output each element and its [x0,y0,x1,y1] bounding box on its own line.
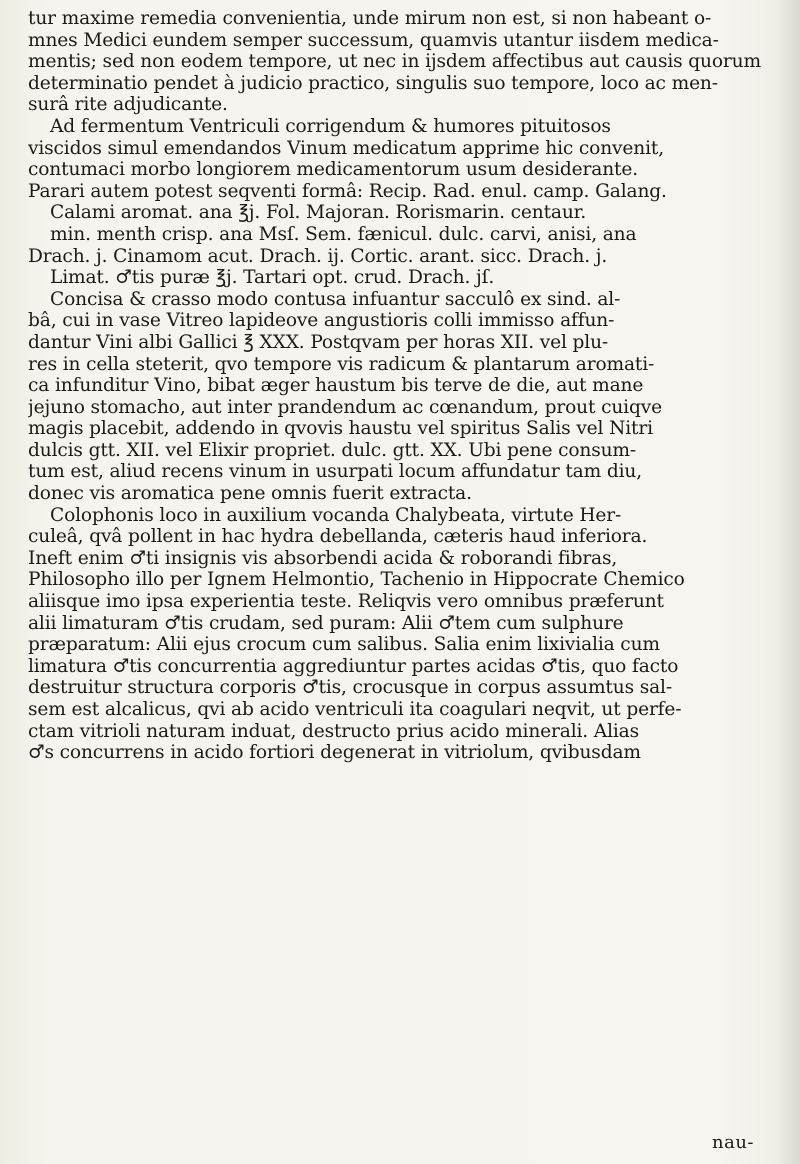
text-line: dantur Vini albi Gallici ℥ XXX. Postqvam per horas XII. vel plu- [28,331,609,353]
text-line: Drach. j. Cinamom acut. Drach. ij. Cortic. arant. sicc. Drach. j. [28,245,608,267]
text-line: ♂s concurrens in acido fortiori degenerat in vitriolum, qvibusdam [28,742,641,764]
text-line: Philosopho illo per Ignem Helmontio, Tachenio in Hippocrate Chemico [28,569,685,591]
text-line: surâ rite adjudicante. [28,94,228,116]
text-line: culeâ, qvâ pollent in hac hydra debellanda, cæteris haud inferiora. [28,526,648,548]
text-line: mentis; sed non eodem tempore, ut nec in ijsdem affectibus aut causis quorum [28,51,761,73]
text-line: viscidos simul emendandos Vinum medicatum apprime hic convenit, [28,137,664,159]
text-line: Limat. ♂tis puræ ℥j. Tartari opt. crud. Drach. jſ. [50,267,495,289]
text-line: ca infunditur Vino, bibat æger haustum bis terve de die, aut mane [28,375,644,397]
text-line: sem est alcalicus, qvi ab acido ventriculi ita coagulari neqvit, ut perfe- [28,699,682,720]
text-line: limatura ♂tis concurrentia aggrediuntur partes acidas ♂tis, quo facto [28,655,679,677]
text-line: Parari autem potest seqventi formâ: Recip. Rad. enul. camp. Galang. [28,180,667,202]
text-line: Calami aromat. ana ℥j. Fol. Majoran. Rorismarin. centaur. [50,202,587,224]
text-line: magis placebit, addendo in qvovis haustu vel spiritus Salis vel Nitri [28,418,653,440]
text-line: tum est, aliud recens vinum in usurpati locum affundatur tam diu, [28,461,642,483]
text-line: res in cella steterit, qvo tempore vis radicum & plantarum aromati- [28,353,655,375]
page-edge-shadow [776,0,800,1164]
text-line: jejuno stomacho, aut inter prandendum ac cœnandum, prout cuiqve [28,396,662,418]
text-line: mnes Medici eundem semper successum, quamvis utantur iisdem medica- [28,29,719,51]
text-line: contumaci morbo longiorem medicamentorum usum desiderante. [28,159,638,181]
text-line: aliisque imo ipsa experientia teste. Reliqvis vero omnibus præferunt [28,591,664,613]
text-line: Ad fermentum Ventriculi corrigendum & humores pituitosos [50,115,611,137]
text-line: præparatum: Alii ejus crocum cum salibus. Salia enim lixivialia cum [28,634,660,656]
body-text [28,8,780,764]
text-line: donec vis aromatica pene omnis fuerit extracta. [28,483,472,505]
text-line: alii limaturam ♂tis crudam, sed puram: Alii ♂tem cum sulphure [28,612,624,634]
text-line: determinatio pendet à judicio practico, singulis suo tempore, loco ac men- [28,72,718,94]
text-line: Concisa & crasso modo contusa infuantur sacculô ex sind. al- [50,288,621,310]
text-line: Ineft enim ♂ti insignis vis absorbendi acida & roborandi fibras, [28,547,618,569]
text-line: min. menth crisp. ana Msſ. Sem. fænicul. dulc. carvi, anisi, ana [50,223,637,245]
text-line: destruitur structura corporis ♂tis, crocusque in corpus assumtus sal- [28,677,672,699]
catchword: nau- [712,1132,754,1153]
text-line: bâ, cui in vase Vitreo lapideove angustioris colli immisso affun- [28,310,615,332]
text-line: tur maxime remedia convenientia, unde mirum non est, si non habeant o- [28,8,712,29]
text-line: Colophonis loco in auxilium vocanda Chalybeata, virtute Her- [50,504,622,526]
text-line: dulcis gtt. XII. vel Elixir propriet. dulc. gtt. XX. Ubi pene consum- [28,439,637,461]
text-line: ctam vitrioli naturam induat, destructo prius acido minerali. Alias [28,720,640,742]
